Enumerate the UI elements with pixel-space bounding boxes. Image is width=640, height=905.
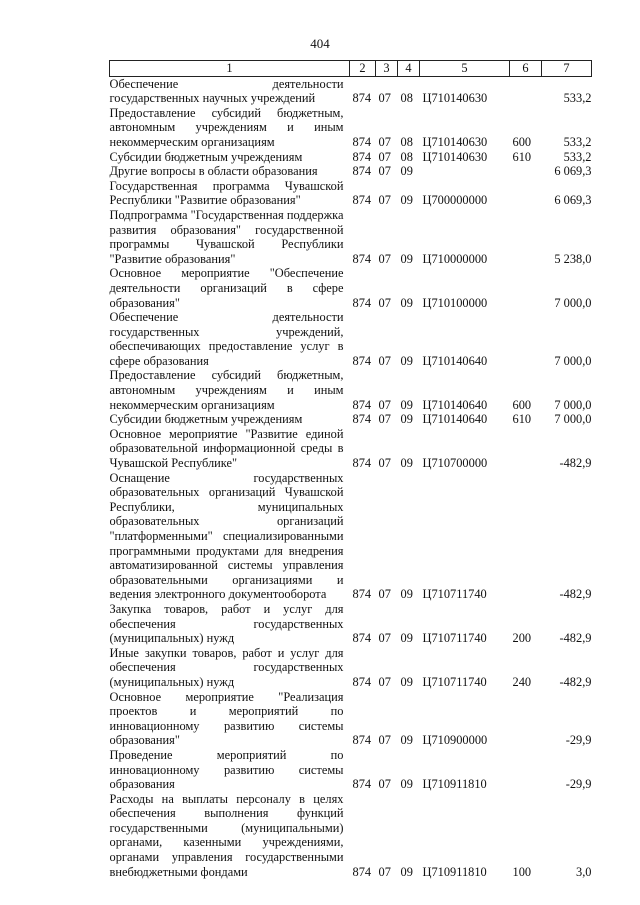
row-target-code: Ц710711740 xyxy=(422,587,487,602)
row-amount: -482,9 xyxy=(559,587,592,602)
row-description: Предоставление субсидий бюджетным, автономным учреждениям и иным некоммерческим организациям xyxy=(109,368,344,412)
row-amount: 7 000,0 xyxy=(554,295,592,310)
row-amount: 6 069,3 xyxy=(554,193,592,208)
row-description: Обеспечение деятельности государственных научных учреждений xyxy=(109,76,344,106)
row-ministry-code: 874 xyxy=(352,587,372,602)
table-row xyxy=(110,427,592,471)
row-expense-type xyxy=(510,164,542,179)
row-description: Субсидии бюджетным учреждениям xyxy=(109,149,303,164)
row-subsection-code: 09 xyxy=(400,587,413,602)
row-target-code xyxy=(420,164,510,179)
page-number: 404 xyxy=(310,36,330,51)
header-cell-expense-type: 6 xyxy=(510,61,542,77)
row-target-code: Ц710000000 xyxy=(422,251,488,266)
row-subsection-code: 09 xyxy=(400,397,413,412)
row-section-code: 07 xyxy=(378,251,391,266)
table-row xyxy=(110,412,592,427)
row-target-code: Ц710140630 xyxy=(422,134,488,149)
row-target-code: Ц710711740 xyxy=(422,631,487,646)
row-amount: -29,9 xyxy=(565,777,592,792)
row-expense-type: 200 xyxy=(512,631,532,646)
row-expense-type xyxy=(510,748,542,792)
row-amount: 533,2 xyxy=(563,134,592,149)
row-description: Закупка товаров, работ и услуг для обеспечения государственных (муниципальных) нужд xyxy=(109,601,344,646)
row-subsection-code: 08 xyxy=(400,134,413,149)
row-ministry-code: 874 xyxy=(352,91,372,106)
row-expense-type xyxy=(510,179,542,208)
row-description: Расходы на выплаты персоналу в целях обеспечения выполнения функций государственными (муниципальными) органами, казенными учреждениями, органами управления государственными внебюджетными фондами xyxy=(109,791,344,879)
table-row xyxy=(110,690,592,748)
row-ministry-code: 874 xyxy=(352,631,372,646)
row-description: Проведение мероприятий по инновационному развитию системы образования xyxy=(109,747,344,792)
row-amount: -482,9 xyxy=(559,456,592,471)
row-description: Основное мероприятие "Реализация проектов и мероприятий по инновационному развитию системы образования" xyxy=(109,689,344,748)
row-subsection-code: 09 xyxy=(400,733,413,748)
row-description: Государственная программа Чувашской Республики "Развитие образования" xyxy=(109,178,344,208)
row-section-code: 07 xyxy=(378,149,391,164)
row-subsection-code: 08 xyxy=(400,149,413,164)
row-expense-type xyxy=(510,690,542,748)
row-subsection-code: 09 xyxy=(400,631,413,646)
table-row xyxy=(110,150,592,165)
table-row xyxy=(110,76,592,106)
row-subsection-code: 09 xyxy=(400,295,413,310)
row-amount: 7 000,0 xyxy=(554,412,592,427)
row-section-code: 07 xyxy=(378,193,391,208)
row-target-code: Ц710140630 xyxy=(422,149,488,164)
row-expense-type: 610 xyxy=(512,412,532,427)
header-cell-target-code: 5 xyxy=(420,61,510,77)
row-section-code: 07 xyxy=(378,397,391,412)
row-expense-type xyxy=(510,208,542,266)
row-description: Подпрограмма "Государственная поддержка развития образования" государственной программы Чувашской Республики "Развитие образования" xyxy=(109,207,344,266)
row-ministry-code: 874 xyxy=(352,397,372,412)
row-target-code: Ц710711740 xyxy=(422,674,487,689)
row-target-code: Ц710911810 xyxy=(422,864,487,879)
row-amount: -482,9 xyxy=(559,674,592,689)
row-expense-type xyxy=(510,310,542,368)
row-target-code: Ц700000000 xyxy=(422,193,488,208)
row-section-code: 07 xyxy=(378,587,391,602)
row-expense-type: 610 xyxy=(512,149,532,164)
row-subsection-code: 09 xyxy=(400,353,413,368)
row-ministry-code: 874 xyxy=(352,134,372,149)
row-section-code: 07 xyxy=(378,631,391,646)
row-description: Основное мероприятие "Обеспечение деятельности организаций в сфере образования" xyxy=(109,266,344,310)
row-amount: 533,2 xyxy=(563,91,592,106)
header-cell-subsection: 4 xyxy=(398,61,420,77)
row-section-code: 07 xyxy=(378,674,391,689)
row-section-code: 07 xyxy=(378,134,391,149)
row-ministry-code: 874 xyxy=(352,251,372,266)
row-subsection-code: 08 xyxy=(400,91,413,106)
row-subsection-code: 09 xyxy=(400,456,413,471)
row-section-code: 07 xyxy=(378,412,391,427)
row-amount: 6 069,3 xyxy=(554,164,592,179)
row-ministry-code: 874 xyxy=(352,412,372,427)
table-row xyxy=(110,310,592,368)
row-amount: -482,9 xyxy=(559,631,592,646)
table-row xyxy=(110,106,592,150)
row-target-code: Ц710700000 xyxy=(422,456,488,471)
header-cell-amount: 7 xyxy=(542,61,592,77)
row-target-code: Ц710100000 xyxy=(422,295,488,310)
row-target-code: Ц710911810 xyxy=(422,777,487,792)
table-row xyxy=(110,208,592,266)
row-ministry-code: 874 xyxy=(352,864,372,879)
row-ministry-code: 874 xyxy=(352,777,372,792)
row-description: Предоставление субсидий бюджетным, автономным учреждениям и иным некоммерческим организациям xyxy=(109,105,344,149)
table-row xyxy=(110,164,592,179)
row-section-code: 07 xyxy=(378,295,391,310)
row-amount: 7 000,0 xyxy=(554,397,592,412)
header-cell-name: 1 xyxy=(110,61,350,77)
table-row xyxy=(110,646,592,690)
row-section-code: 07 xyxy=(378,456,391,471)
row-ministry-code: 874 xyxy=(352,456,372,471)
row-amount: 5 238,0 xyxy=(554,251,592,266)
row-subsection-code: 09 xyxy=(400,777,413,792)
row-ministry-code: 874 xyxy=(352,353,372,368)
row-target-code: Ц710140630 xyxy=(422,91,488,106)
row-subsection-code: 09 xyxy=(400,674,413,689)
row-amount: 7 000,0 xyxy=(554,353,592,368)
table-row xyxy=(110,179,592,208)
row-description: Обеспечение деятельности государственных учреждений, обеспечивающих предоставление услуг в сфере образования xyxy=(109,310,344,368)
row-target-code: Ц710140640 xyxy=(422,397,488,412)
row-amount: 533,2 xyxy=(563,149,592,164)
row-subsection-code: 09 xyxy=(400,193,413,208)
row-description: Субсидии бюджетным учреждениям xyxy=(109,412,303,427)
row-description: Основное мероприятие "Развитие единой образовательной информационной среды в Чувашской Республике" xyxy=(109,426,344,471)
row-expense-type: 100 xyxy=(512,864,532,879)
row-section-code: 07 xyxy=(378,164,391,179)
table-row xyxy=(110,471,592,602)
row-section-code: 07 xyxy=(378,91,391,106)
row-section-code: 07 xyxy=(378,864,391,879)
header-row xyxy=(110,61,592,77)
table-row xyxy=(110,266,592,310)
header-cell-ministry: 2 xyxy=(350,61,376,77)
budget-table xyxy=(109,60,592,879)
row-subsection-code: 09 xyxy=(400,251,413,266)
row-expense-type xyxy=(510,266,542,310)
table-row xyxy=(110,792,592,880)
row-description: Оснащение государственных образовательных организаций Чувашской Республики, муниципальных образовательных организаций "платформенными" специализированными программными продуктами для внедрения автоматизированной системы управления образовательными организациями и ведения электронного документооборота xyxy=(109,470,344,602)
table-row xyxy=(110,602,592,646)
table-row xyxy=(110,748,592,792)
row-ministry-code: 874 xyxy=(352,295,372,310)
row-section-code: 07 xyxy=(378,353,391,368)
row-expense-type: 240 xyxy=(512,674,532,689)
row-amount: 3,0 xyxy=(576,864,592,879)
row-ministry-code: 874 xyxy=(352,149,372,164)
row-description: Иные закупки товаров, работ и услуг для обеспечения государственных (муниципальных) нужд xyxy=(109,645,344,689)
row-expense-type xyxy=(510,471,542,602)
row-section-code: 07 xyxy=(378,777,391,792)
row-expense-type xyxy=(510,427,542,471)
header-cell-section: 3 xyxy=(376,61,398,77)
row-subsection-code: 09 xyxy=(400,864,413,879)
row-ministry-code: 874 xyxy=(352,733,372,748)
row-ministry-code: 874 xyxy=(352,674,372,689)
row-subsection-code: 09 xyxy=(400,412,413,427)
row-amount: -29,9 xyxy=(565,733,592,748)
row-subsection-code: 09 xyxy=(400,164,413,179)
row-expense-type: 600 xyxy=(512,134,532,149)
table-row xyxy=(110,368,592,412)
row-target-code: Ц710140640 xyxy=(422,353,488,368)
row-expense-type xyxy=(510,76,542,106)
row-description: Другие вопросы в области образования xyxy=(109,164,318,179)
row-ministry-code: 874 xyxy=(352,193,372,208)
row-target-code: Ц710900000 xyxy=(422,733,488,748)
row-expense-type: 600 xyxy=(512,397,532,412)
row-target-code: Ц710140640 xyxy=(422,412,488,427)
row-ministry-code: 874 xyxy=(352,164,372,179)
row-section-code: 07 xyxy=(378,733,391,748)
